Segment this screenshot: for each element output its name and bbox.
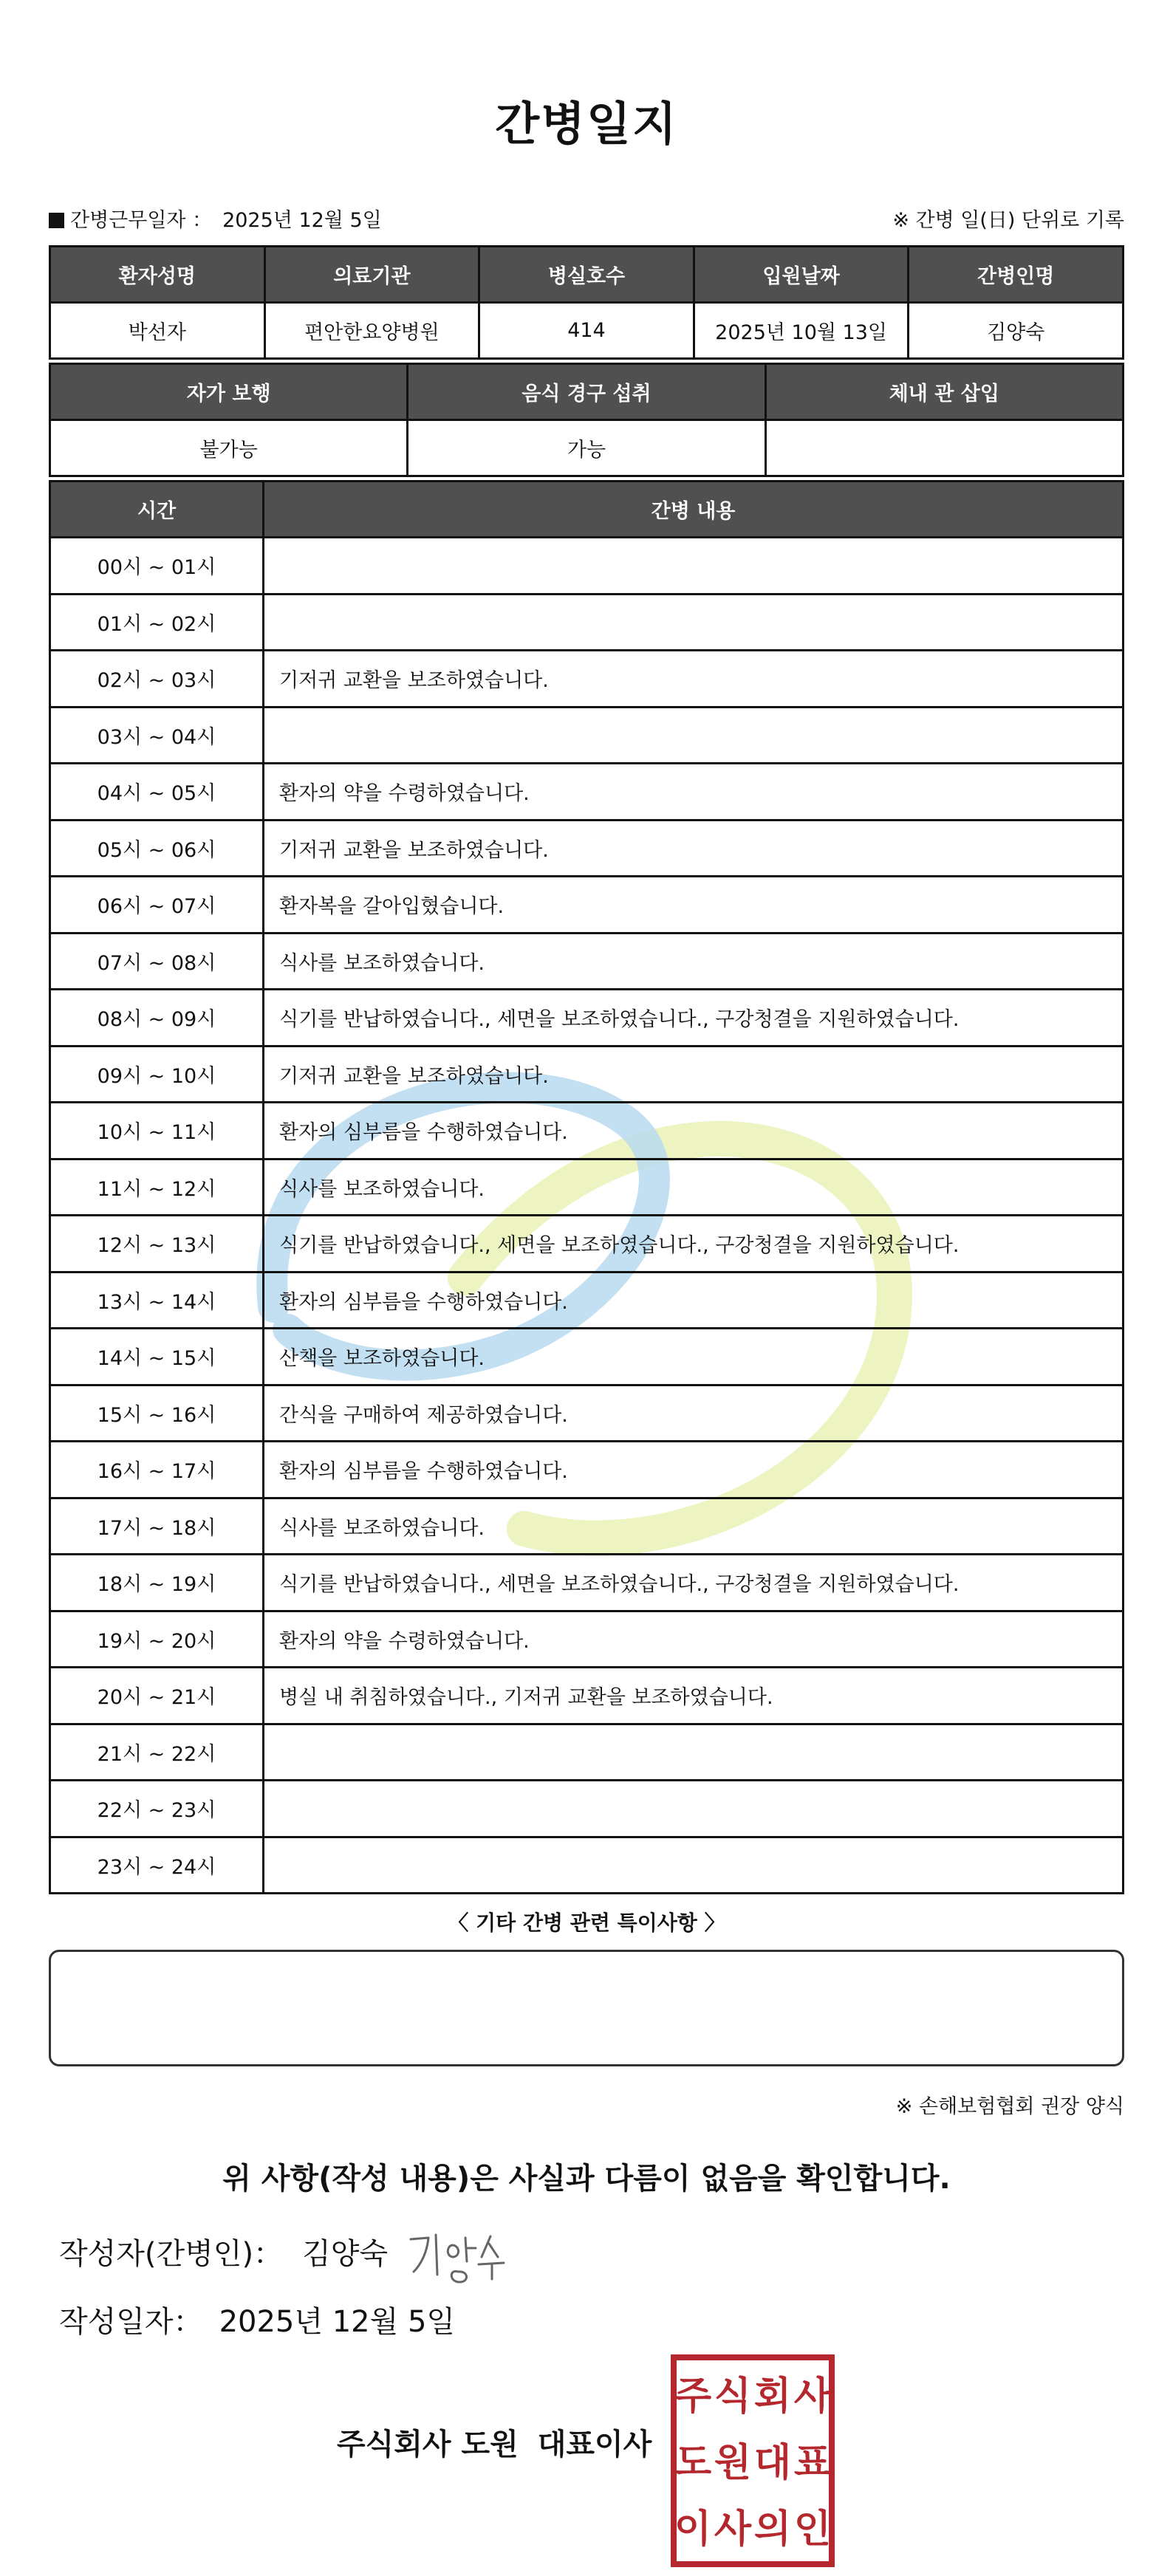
header-caregiver: 간병인명 [909,247,1124,303]
square-bullet-icon [49,213,64,228]
care-content: 식기를 반납하였습니다., 세면을 보조하였습니다., 구강청결을 지원하였습니다. [264,1216,1124,1272]
table-row [50,820,1124,877]
time-slot: 14시 ~ 15시 [50,1329,264,1385]
table-row [50,538,1124,595]
care-content: 식기를 반납하였습니다., 세면을 보조하였습니다., 구강청결을 지원하였습니다. [264,1555,1124,1611]
time-slot: 19시 ~ 20시 [50,1611,264,1668]
table-row [50,1159,1124,1216]
care-content: 기저귀 교환을 보조하였습니다. [264,651,1124,708]
time-slot: 00시 ~ 01시 [50,538,264,595]
seal-character: 인 [793,2507,832,2552]
seal-character: 식 [714,2374,752,2419]
caregiver-name: 김양숙 [909,303,1124,359]
care-content: 식기를 반납하였습니다., 세면을 보조하였습니다., 구강청결을 지원하였습니다. [264,990,1124,1046]
seal-character: 도 [674,2441,712,2485]
table-row [50,1724,1124,1781]
hospital-name: 편안한요양병원 [264,303,479,359]
oral-intake-value: 가능 [408,420,765,476]
table-row [50,1216,1124,1272]
seal-character: 사 [714,2507,752,2552]
header-hospital: 의료기관 [264,247,479,303]
header-care-content: 간병 내용 [264,482,1124,538]
time-slot: 10시 ~ 11시 [50,1103,264,1159]
time-slot: 05시 ~ 06시 [50,820,264,877]
time-slot: 12시 ~ 13시 [50,1216,264,1272]
table-row [50,1046,1124,1103]
notes-title: 〈 기타 간병 관련 특이사항 〉 [448,1911,725,1935]
written-date-label: 작성일자： [59,2305,203,2339]
care-content: 환자의 심부름을 수행하였습니다. [264,1103,1124,1159]
care-content: 병실 내 취침하였습니다., 기저귀 교환을 보조하였습니다. [264,1668,1124,1724]
time-slot: 06시 ~ 07시 [50,877,264,934]
table-row [50,594,1124,651]
notes-box [49,1950,1124,2066]
table-row [50,764,1124,821]
room-number: 414 [479,303,694,359]
table-row [50,933,1124,990]
tube-insertion-value [765,420,1123,476]
time-slot: 16시 ~ 17시 [50,1442,264,1498]
writer-label: 작성자(간병인)： [59,2237,284,2271]
time-slot: 03시 ~ 04시 [50,707,264,764]
time-slot: 04시 ~ 05시 [50,764,264,821]
self-walking-value: 불가능 [50,420,408,476]
care-content: 식사를 보조하였습니다. [264,933,1124,990]
header-tube-insertion: 체내 관 삽입 [765,364,1123,420]
care-content [264,1724,1124,1781]
care-content [264,1781,1124,1837]
handwritten-signature [405,2223,530,2289]
unit-note: ※ 간병 일(日) 단위로 기록 [892,209,1124,232]
time-slot: 08시 ~ 09시 [50,990,264,1046]
seal-character: 원 [714,2441,752,2485]
care-content: 기저귀 교환을 보조하였습니다. [264,1046,1124,1103]
header-time: 시간 [50,482,264,538]
company-title: 대표이사 [537,2428,652,2462]
company-line [337,2421,652,2463]
time-slot: 02시 ~ 03시 [50,651,264,708]
admission-date: 2025년 10월 13일 [694,303,909,359]
care-content: 환자의 심부름을 수행하였습니다. [264,1442,1124,1498]
table-row [50,877,1124,934]
time-slot: 17시 ~ 18시 [50,1498,264,1555]
care-content: 산책을 보조하였습니다. [264,1329,1124,1385]
seal-character: 회 [753,2374,792,2419]
seal-character: 의 [753,2507,792,2552]
table-row [50,1442,1124,1498]
table-row [50,651,1124,708]
header-oral-intake: 음식 경구 섭취 [408,364,765,420]
patient-status-table [49,363,1124,477]
table-row [50,1611,1124,1668]
page-title: 간병일지 [495,97,678,151]
recommend-note: ※ 손해보험협회 권장 양식 [895,2095,1124,2118]
time-slot: 21시 ~ 22시 [50,1724,264,1781]
table-row [50,1555,1124,1611]
time-slot: 18시 ~ 19시 [50,1555,264,1611]
care-content [264,1837,1124,1894]
seal-character: 이 [674,2507,712,2552]
time-slot: 23시 ~ 24시 [50,1837,264,1894]
seal-character: 대 [753,2441,792,2485]
company-seal [671,2354,835,2567]
table-row [50,1837,1124,1894]
writer-line [59,2230,388,2272]
table-row [50,707,1124,764]
care-content: 환자의 심부름을 수행하였습니다. [264,1272,1124,1329]
care-content: 식사를 보조하였습니다. [264,1159,1124,1216]
table-row [50,990,1124,1046]
care-content [264,594,1124,651]
written-date-line [59,2298,455,2340]
time-slot: 07시 ~ 08시 [50,933,264,990]
time-slot: 01시 ~ 02시 [50,594,264,651]
table-row [50,1498,1124,1555]
writer-name: 김양숙 [302,2237,388,2271]
table-row [50,1781,1124,1837]
time-slot: 20시 ~ 21시 [50,1668,264,1724]
patient-info-table [49,245,1124,360]
care-content: 환자의 약을 수령하였습니다. [264,764,1124,821]
work-date [49,204,382,233]
seal-character: 주 [674,2374,712,2419]
care-content: 간식을 구매하여 제공하였습니다. [264,1385,1124,1442]
care-content: 식사를 보조하였습니다. [264,1498,1124,1555]
time-slot: 22시 ~ 23시 [50,1781,264,1837]
care-content: 기저귀 교환을 보조하였습니다. [264,820,1124,877]
care-log-table [49,480,1124,1894]
patient-name: 박선자 [50,303,265,359]
time-slot: 15시 ~ 16시 [50,1385,264,1442]
seal-character: 사 [793,2374,832,2419]
time-slot: 13시 ~ 14시 [50,1272,264,1329]
company-name: 주식회사 도원 [337,2428,519,2462]
header-admission-date: 입원날짜 [694,247,909,303]
table-row [50,1272,1124,1329]
table-row [50,1668,1124,1724]
table-row [50,1103,1124,1159]
care-content: 환자복을 갈아입혔습니다. [264,877,1124,934]
care-content [264,538,1124,595]
work-date-label: 간병근무일자 ： [70,209,213,232]
table-row [50,1385,1124,1442]
header-patient-name: 환자성명 [50,247,265,303]
care-content: 환자의 약을 수령하였습니다. [264,1611,1124,1668]
time-slot: 09시 ~ 10시 [50,1046,264,1103]
table-row [50,1329,1124,1385]
header-room: 병실호수 [479,247,694,303]
work-date-value: 2025년 12월 5일 [222,209,382,232]
header-self-walking: 자가 보행 [50,364,408,420]
confirm-statement: 위 사항(작성 내용)은 사실과 다름이 없음을 확인합니다. [222,2162,951,2196]
written-date-value: 2025년 12월 5일 [219,2305,456,2339]
time-slot: 11시 ~ 12시 [50,1159,264,1216]
care-content [264,707,1124,764]
seal-character: 표 [793,2441,832,2485]
